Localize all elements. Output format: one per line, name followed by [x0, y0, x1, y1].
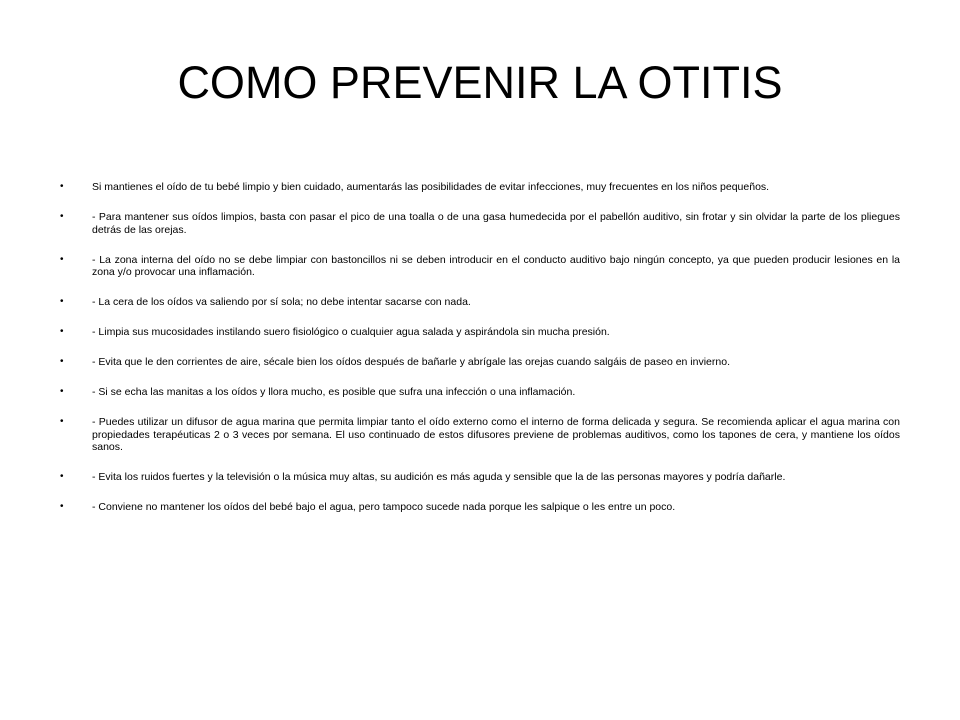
bullet-icon: •	[60, 296, 64, 307]
list-item	[60, 356, 900, 369]
bullet-text: - Evita los ruidos fuertes y la televisión o la música muy altas, su audición es más aguda y sensible que la de las personas mayores y podría dañarle.	[92, 471, 786, 483]
bullet-text: - Limpia sus mucosidades instilando suero fisiológico o cualquier agua salada y aspirándola sin mucha presión.	[92, 326, 610, 338]
bullet-list	[60, 181, 900, 531]
bullet-text: - La zona interna del oído no se debe limpiar con bastoncillos ni se deben introducir en el conducto auditivo bajo ningún concepto, ya que pueden producir lesiones en la zona y/o provocar una inflamación.	[92, 253, 900, 278]
list-item	[60, 254, 900, 279]
bullet-text: - Conviene no mantener los oídos del bebé bajo el agua, pero tampoco sucede nada porque les salpique o les entre un poco.	[92, 501, 676, 513]
bullet-icon: •	[60, 211, 64, 222]
bullet-icon: •	[60, 416, 64, 427]
slide-title: COMO PREVENIR LA OTITIS	[177, 57, 783, 108]
bullet-text: - Evita que le den corrientes de aire, sécale bien los oídos después de bañarle y abrígale las orejas cuando salgáis de paseo en invierno.	[92, 356, 730, 368]
list-item	[60, 386, 900, 399]
list-item	[60, 501, 900, 514]
list-item	[60, 296, 900, 309]
bullet-icon: •	[60, 253, 64, 265]
bullet-text: - Para mantener sus oídos limpios, basta con pasar el pico de una toalla o de una gasa humedecida por el pabellón auditivo, sin frotar y sin olvidar la parte de los pliegues detrás de las orejas.	[92, 211, 900, 236]
bullet-icon: •	[60, 181, 64, 192]
bullet-icon: •	[60, 471, 64, 482]
bullet-icon: •	[60, 386, 64, 397]
bullet-icon: •	[60, 356, 64, 367]
bullet-icon: •	[60, 501, 64, 512]
bullet-text: - La cera de los oídos va saliendo por sí sola; no debe intentar sacarse con nada.	[92, 296, 471, 308]
list-item	[60, 181, 900, 194]
list-item	[60, 416, 900, 454]
list-item	[60, 211, 900, 236]
bullet-text: - Puedes utilizar un difusor de agua marina que permita limpiar tanto el oído externo como el interno de forma delicada y segura. Se recomienda aplicar el agua marina con propiedades terapéuticas 2 o 3 veces por semana. El uso continuado de estos difusores previene de problemas auditivos, como los tapones de cera, y mantiene los oídos sanos.	[92, 416, 900, 453]
list-item	[60, 471, 900, 484]
bullet-icon: •	[60, 326, 64, 337]
bullet-text: - Si se echa las manitas a los oídos y llora mucho, es posible que sufra una infección o una inflamación.	[92, 386, 576, 398]
bullet-text: Si mantienes el oído de tu bebé limpio y bien cuidado, aumentarás las posibilidades de evitar infecciones, muy frecuentes en los niños pequeños.	[92, 181, 770, 193]
list-item	[60, 326, 900, 339]
